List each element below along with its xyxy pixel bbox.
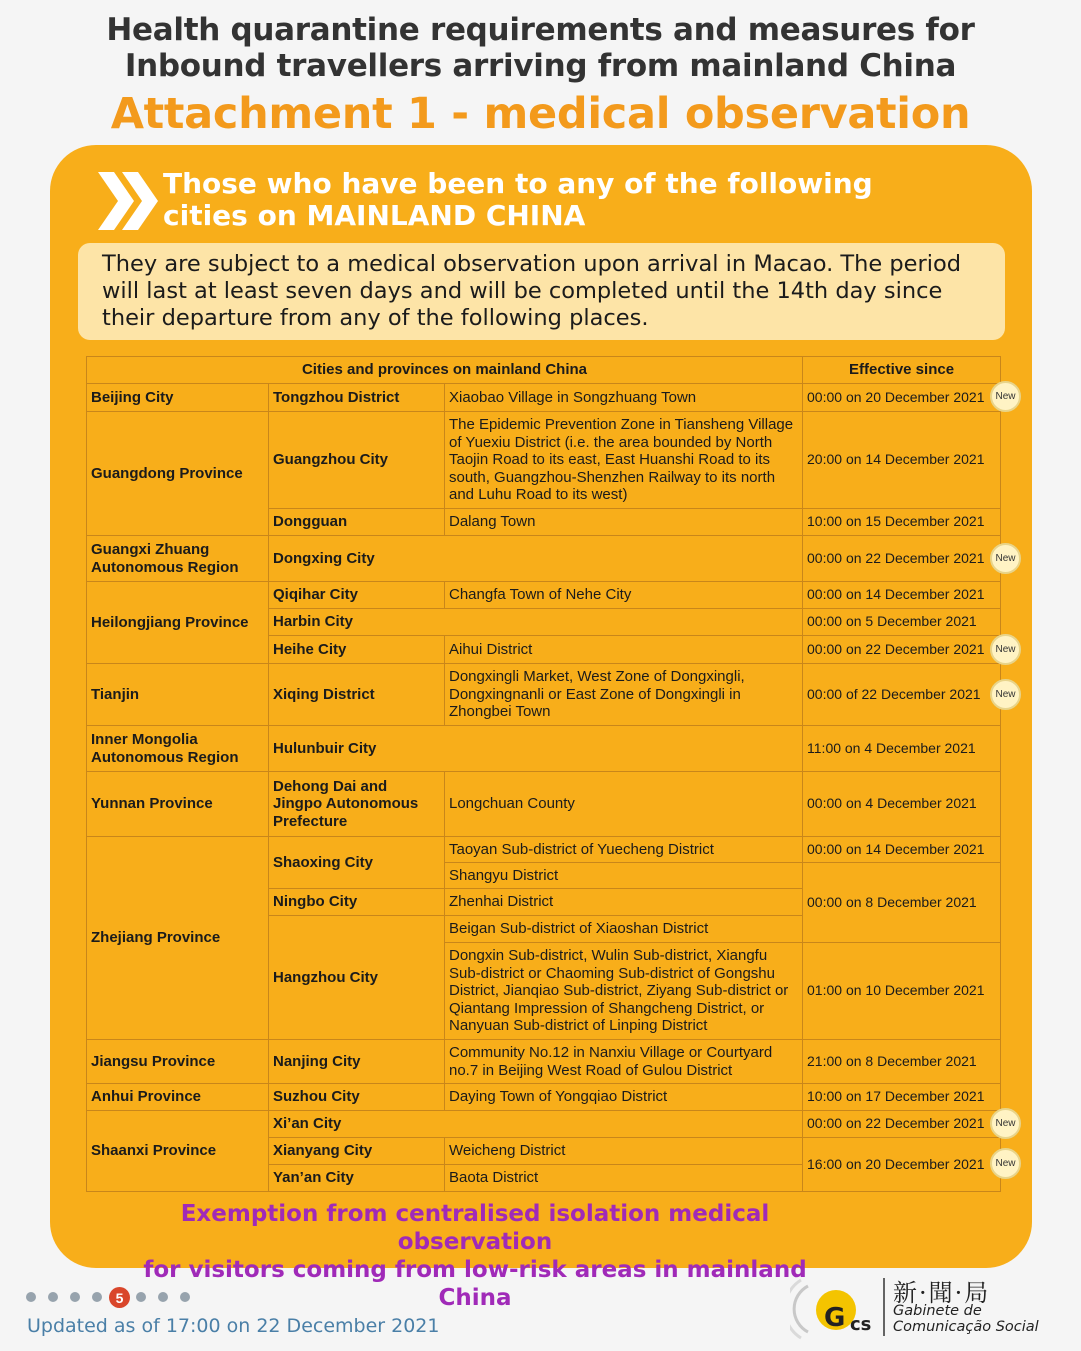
- city-cell: Harbin City: [269, 609, 803, 636]
- province-cell: Jiangsu Province: [87, 1040, 269, 1084]
- area-cell: Dongxin Sub-district, Wulin Sub-district, Xiangfu Sub-district or Chaoming Sub-district of Gongshu District, Jianqiao Sub-district, Ziyang Sub-district or Qiantang Impression of Shangcheng District, or Nanyuan Sub-district of Linping District: [445, 943, 803, 1040]
- date-cell: 10:00 on 17 December 2021: [803, 1084, 1001, 1111]
- date-cell: 00:00 on 22 December 2021: [803, 1111, 1001, 1138]
- new-badge: New: [990, 634, 1021, 665]
- area-cell: Aihui District: [445, 636, 803, 664]
- city-cell: Yan’an City: [269, 1165, 445, 1192]
- table-row: [87, 1040, 1001, 1084]
- area-cell: Baota District: [445, 1165, 803, 1192]
- table-row: [87, 664, 1001, 726]
- city-cell: Hangzhou City: [269, 916, 445, 1040]
- city-cell: Ningbo City: [269, 889, 445, 916]
- exemption-line-1: Exemption from centralised isolation medical observation: [180, 1201, 770, 1255]
- area-cell: Beigan Sub-district of Xiaoshan District: [445, 916, 803, 943]
- subtitle: Attachment 1 - medical observation: [110, 89, 971, 139]
- page-dot[interactable]: [26, 1292, 36, 1302]
- city-cell: Suzhou City: [269, 1084, 445, 1111]
- province-cell: Inner Mongolia Autonomous Region: [87, 726, 269, 772]
- page-dot[interactable]: [180, 1292, 190, 1302]
- page-dot[interactable]: [136, 1292, 146, 1302]
- city-cell: Guangzhou City: [269, 412, 445, 509]
- current-page-dot[interactable]: 5: [109, 1287, 130, 1308]
- city-cell: Dehong Dai and Jingpo Autonomous Prefecture: [269, 772, 445, 837]
- date-cell: 00:00 on 22 December 2021: [803, 536, 1001, 582]
- new-badge: New: [990, 1108, 1021, 1139]
- area-cell: Dalang Town: [445, 509, 803, 536]
- double-chevron-right-icon: [98, 172, 158, 230]
- date-cell: 10:00 on 15 December 2021: [803, 509, 1001, 536]
- exemption-link[interactable]: [110, 1200, 840, 1312]
- date-cell: 00:00 on 22 December 2021: [803, 636, 1001, 664]
- observation-note-text: They are subject to a medical observation upon arrival in Macao. The period will last at least seven days and will be completed until the 14th day since their departure from any of the following places.: [102, 251, 962, 331]
- new-badge: New: [990, 543, 1021, 574]
- svg-text:cs: cs: [850, 1314, 872, 1335]
- date-cell: 00:00 on 14 December 2021: [803, 837, 1001, 863]
- province-cell: Anhui Province: [87, 1084, 269, 1111]
- province-cell: Heilongjiang Province: [87, 582, 269, 664]
- logo-pt-line-1: Gabinete de: [893, 1303, 982, 1319]
- section-heading: [163, 168, 1023, 232]
- table-row: [87, 1111, 1001, 1138]
- exemption-line-2: for visitors coming from low-risk areas in mainland China: [143, 1257, 807, 1311]
- area-cell: Shangyu District: [445, 863, 803, 889]
- page-dot[interactable]: [48, 1292, 58, 1302]
- city-cell: Dongguan: [269, 509, 445, 536]
- table-row: [87, 1084, 1001, 1111]
- new-badge: New: [990, 381, 1021, 412]
- area-cell: The Epidemic Prevention Zone in Tiansheng Village of Yuexiu District (i.e. the area bounded by North Taojin Road to its east, East Huanshi Road to its south, Guangzhou-Shenzhen Railway to its north and Luhu Road to its west): [445, 412, 803, 509]
- title-line-2: Inbound travellers arriving from mainland China: [124, 48, 957, 84]
- new-badge: New: [990, 1148, 1021, 1179]
- area-cell: Zhenhai District: [445, 889, 803, 916]
- table-row: [87, 726, 1001, 772]
- updated-timestamp: Updated as of 17:00 on 22 December 2021: [27, 1315, 440, 1337]
- city-cell: Nanjing City: [269, 1040, 445, 1084]
- city-cell: Xi’an City: [269, 1111, 803, 1138]
- page-dot[interactable]: [158, 1292, 168, 1302]
- page-dot[interactable]: [92, 1292, 102, 1302]
- province-cell: Zhejiang Province: [87, 837, 269, 1040]
- new-badge: New: [990, 679, 1021, 710]
- section-heading-line-2: cities on MAINLAND CHINA: [163, 199, 586, 232]
- date-cell: 00:00 on 20 December 2021: [803, 384, 1001, 412]
- table-row: [87, 384, 1001, 412]
- title-line-1: Health quarantine requirements and measures for: [106, 12, 975, 48]
- area-cell: Changfa Town of Nehe City: [445, 582, 803, 609]
- city-cell: Qiqihar City: [269, 582, 445, 609]
- date-cell: 21:00 on 8 December 2021: [803, 1040, 1001, 1084]
- date-cell: 00:00 on 8 December 2021: [803, 863, 1001, 943]
- date-cell: 00:00 on 14 December 2021: [803, 582, 1001, 609]
- table-row: [87, 536, 1001, 582]
- province-cell: Guangdong Province: [87, 412, 269, 536]
- requirements-table: [86, 356, 1001, 1192]
- section-heading-line-1: Those who have been to any of the following: [163, 167, 873, 200]
- table-row: [87, 412, 1001, 509]
- area-cell: Community No.12 in Nanxiu Village or Courtyard no.7 in Beijing West Road of Gulou District: [445, 1040, 803, 1084]
- province-cell: Guangxi Zhuang Autonomous Region: [87, 536, 269, 582]
- logo-portuguese-name: [893, 1303, 1039, 1335]
- logo-pt-line-2: Comunicação Social: [893, 1319, 1039, 1335]
- province-cell: Shaanxi Province: [87, 1111, 269, 1192]
- area-cell: Dongxingli Market, West Zone of Dongxingli, Dongxingnanli or East Zone of Dongxingli in Zhongbei Town: [445, 664, 803, 726]
- observation-note: [78, 243, 1005, 340]
- date-cell: 01:00 on 10 December 2021: [803, 943, 1001, 1040]
- page-dot[interactable]: [70, 1292, 80, 1302]
- area-cell: Weicheng District: [445, 1138, 803, 1165]
- header-cities: Cities and provinces on mainland China: [87, 357, 803, 384]
- table-header-row: [87, 357, 1001, 384]
- date-cell: 16:00 on 20 December 2021: [803, 1138, 1001, 1192]
- city-cell: Xianyang City: [269, 1138, 445, 1165]
- city-cell: Tongzhou District: [269, 384, 445, 412]
- province-cell: Yunnan Province: [87, 772, 269, 837]
- city-cell: Dongxing City: [269, 536, 803, 582]
- province-cell: Beijing City: [87, 384, 269, 412]
- date-cell: 00:00 of 22 December 2021: [803, 664, 1001, 726]
- city-cell: Xiqing District: [269, 664, 445, 726]
- svg-text:G: G: [824, 1303, 846, 1333]
- area-cell: Xiaobao Village in Songzhuang Town: [445, 384, 803, 412]
- table-row: [87, 772, 1001, 837]
- header-effective: Effective since: [803, 357, 1001, 384]
- date-cell: 00:00 on 4 December 2021: [803, 772, 1001, 837]
- area-cell: Taoyan Sub-district of Yuecheng District: [445, 837, 803, 863]
- area-cell: Daying Town of Yongqiao District: [445, 1084, 803, 1111]
- city-cell: Hulunbuir City: [269, 726, 803, 772]
- date-cell: 11:00 on 4 December 2021: [803, 726, 1001, 772]
- table-row: [87, 837, 1001, 863]
- table-row: [87, 582, 1001, 609]
- area-cell: Longchuan County: [445, 772, 803, 837]
- city-cell: Heihe City: [269, 636, 445, 664]
- logo-chinese-name: 新·聞·局: [893, 1279, 991, 1307]
- province-cell: Tianjin: [87, 664, 269, 726]
- city-cell: Shaoxing City: [269, 837, 445, 889]
- date-cell: 00:00 on 5 December 2021: [803, 609, 1001, 636]
- date-cell: 20:00 on 14 December 2021: [803, 412, 1001, 509]
